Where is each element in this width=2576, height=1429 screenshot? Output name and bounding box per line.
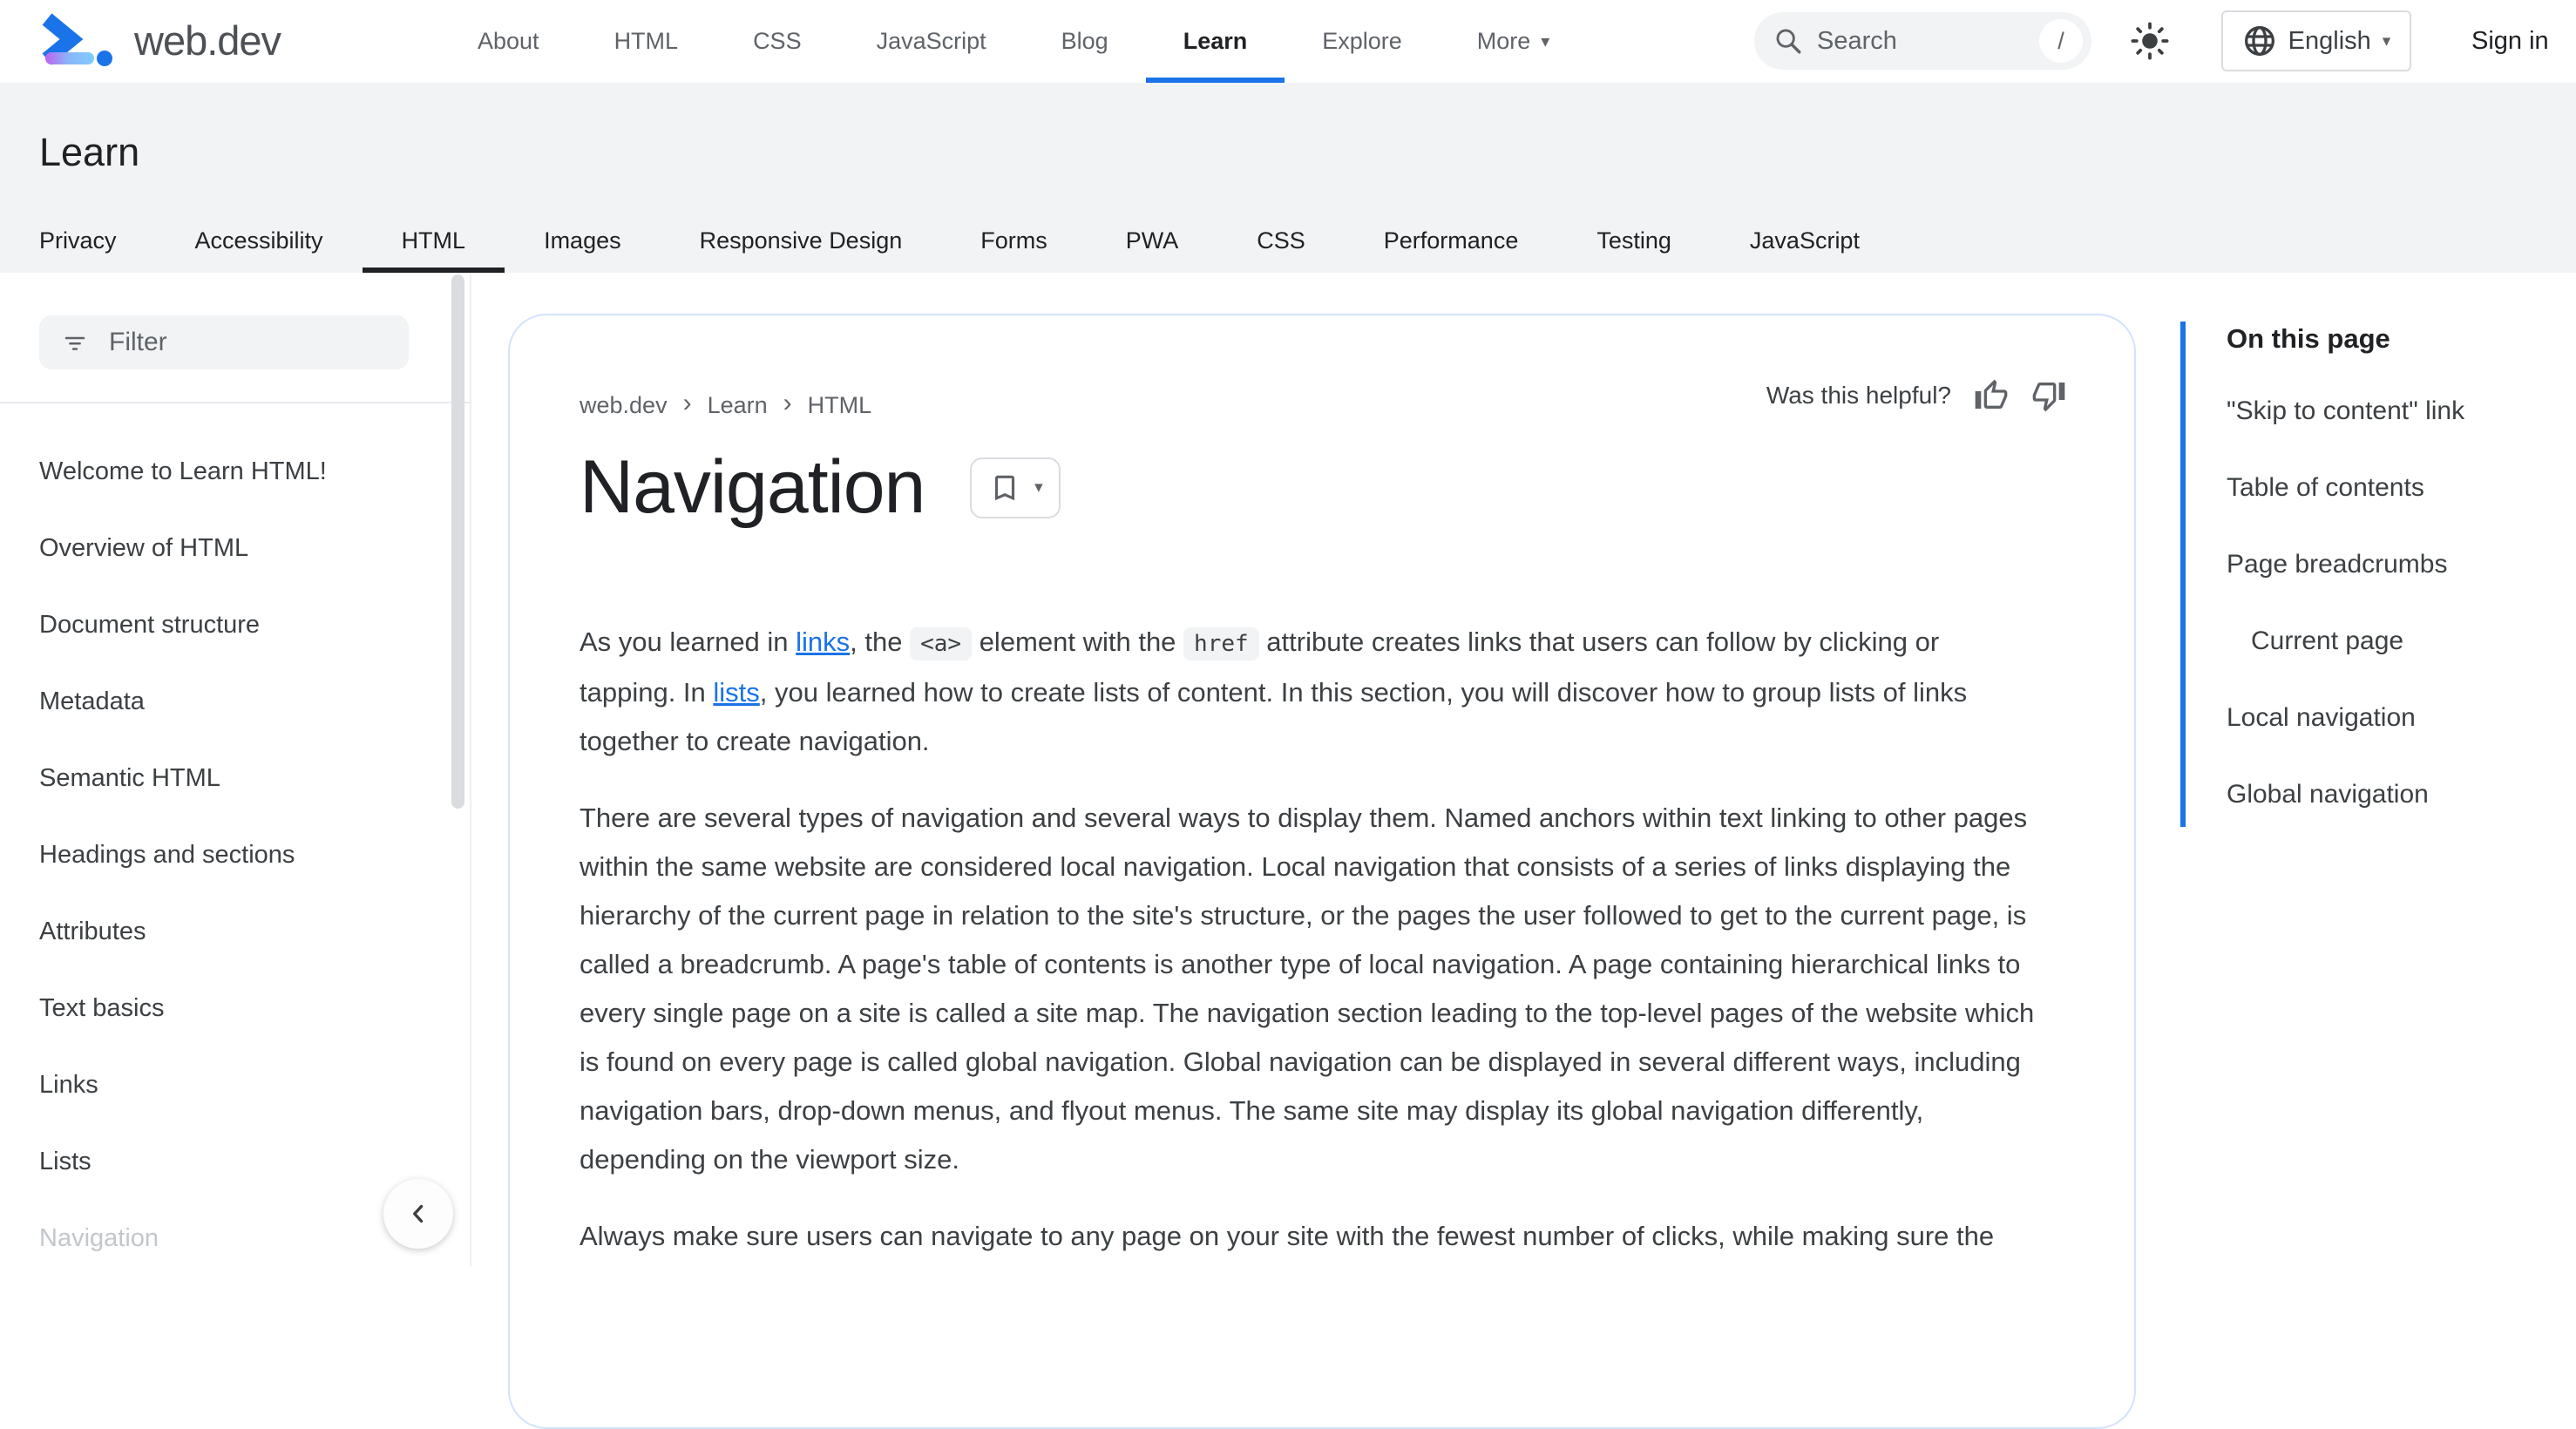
search-placeholder: Search bbox=[1817, 26, 1897, 55]
sidebar-item-semantic-html[interactable]: Semantic HTML bbox=[39, 764, 220, 792]
section-title: Learn bbox=[39, 130, 140, 174]
sidebar-item-document-structure[interactable]: Document structure bbox=[39, 611, 261, 639]
sidebar-collapse-button[interactable] bbox=[383, 1179, 453, 1249]
globe-icon bbox=[2242, 24, 2277, 58]
toc-heading: On this page bbox=[2227, 323, 2390, 354]
sidebar-item-overview[interactable]: Overview of HTML bbox=[39, 534, 249, 562]
text-run: attribute creates links that users can follow by clicking or tapping. In bbox=[580, 626, 1940, 708]
tab-performance[interactable]: Performance bbox=[1383, 227, 1519, 254]
thumbs-down-button[interactable] bbox=[2031, 378, 2066, 413]
sidebar-edge-divider bbox=[470, 273, 471, 1266]
brand-name: web.dev bbox=[134, 17, 281, 64]
chevron-down-icon: ▾ bbox=[2382, 31, 2391, 51]
toc-item-local-navigation[interactable]: Local navigation bbox=[2227, 703, 2416, 732]
chevron-right-icon: › bbox=[783, 389, 792, 417]
toc-item-skip-to-content[interactable]: "Skip to content" link bbox=[2227, 396, 2465, 425]
webdev-logo[interactable] bbox=[37, 12, 281, 68]
code-a-element: <a> bbox=[910, 627, 972, 660]
sidebar-item-welcome[interactable]: Welcome to Learn HTML! bbox=[39, 457, 327, 485]
links-link[interactable]: links bbox=[796, 626, 851, 657]
feedback-label: Was this helpful? bbox=[1766, 382, 1951, 409]
sidebar-item-text-basics[interactable]: Text basics bbox=[39, 994, 165, 1022]
tab-css[interactable]: CSS bbox=[1257, 227, 1305, 254]
search-input[interactable] bbox=[1754, 12, 2091, 70]
tab-responsive-design[interactable]: Responsive Design bbox=[699, 227, 903, 254]
nav-item-more-label: More bbox=[1476, 28, 1531, 54]
tab-pwa[interactable]: PWA bbox=[1125, 227, 1179, 254]
thumbs-up-icon bbox=[1974, 378, 2009, 413]
sidebar-item-headings-sections[interactable]: Headings and sections bbox=[39, 841, 295, 869]
tab-javascript[interactable]: JavaScript bbox=[1749, 227, 1860, 254]
theme-toggle-button[interactable] bbox=[2125, 16, 2175, 66]
article-card bbox=[508, 314, 2136, 1429]
chevron-left-icon bbox=[403, 1199, 433, 1229]
learn-header bbox=[0, 83, 2576, 273]
thumbs-up-button[interactable] bbox=[1974, 378, 2009, 413]
toc-item-page-breadcrumbs[interactable]: Page breadcrumbs bbox=[2227, 550, 2448, 579]
breadcrumb-webdev[interactable]: web.dev bbox=[580, 391, 668, 418]
sidebar-item-metadata[interactable]: Metadata bbox=[39, 687, 145, 715]
text-run: , you learned how to create lists of content. In this section, you will discover how to group lists of links together to create navigation. bbox=[580, 677, 1968, 756]
nav-item-blog[interactable]: Blog bbox=[1061, 28, 1108, 54]
tab-html[interactable]: HTML bbox=[363, 208, 505, 273]
feedback-widget bbox=[1766, 378, 2066, 413]
breadcrumb-learn[interactable]: Learn bbox=[707, 391, 768, 418]
tab-testing[interactable]: Testing bbox=[1596, 227, 1671, 254]
content-area bbox=[0, 273, 2576, 1266]
page-title: Navigation bbox=[580, 445, 925, 529]
filter-placeholder: Filter bbox=[109, 328, 167, 356]
nav-item-css[interactable]: CSS bbox=[753, 28, 802, 54]
sidebar-divider bbox=[0, 402, 471, 403]
lists-link[interactable]: lists bbox=[713, 677, 760, 708]
sun-icon bbox=[2129, 20, 2171, 62]
sidebar-item-attributes[interactable]: Attributes bbox=[39, 918, 146, 945]
code-href-attribute: href bbox=[1183, 627, 1259, 660]
sidebar-item-navigation[interactable]: Navigation bbox=[39, 1224, 159, 1252]
course-tabs bbox=[0, 208, 1899, 273]
text-run: , the bbox=[850, 626, 911, 657]
sign-in-button[interactable]: Sign in bbox=[2471, 27, 2549, 55]
tab-accessibility[interactable]: Accessibility bbox=[194, 227, 323, 254]
thumbs-down-icon bbox=[2031, 378, 2066, 413]
top-navigation-bar bbox=[0, 0, 2576, 83]
nav-item-javascript[interactable]: JavaScript bbox=[876, 28, 986, 54]
nav-item-about[interactable]: About bbox=[478, 28, 539, 54]
title-row bbox=[580, 444, 1061, 531]
search-icon bbox=[1773, 26, 1803, 56]
filter-input[interactable] bbox=[39, 315, 409, 369]
chevron-down-icon: ▾ bbox=[1541, 32, 1550, 51]
nav-item-more[interactable] bbox=[1440, 0, 1588, 83]
paragraph-3: Always make sure users can navigate to any page on your site with the fewest number of clicks, while making sure the bbox=[580, 1221, 1995, 1251]
language-label: English bbox=[2288, 26, 2371, 55]
tab-forms[interactable]: Forms bbox=[980, 227, 1047, 254]
webdev-logo-icon bbox=[37, 12, 117, 68]
chevron-right-icon: › bbox=[682, 389, 692, 417]
paragraph-1 bbox=[580, 618, 2042, 766]
primary-nav bbox=[440, 0, 1587, 83]
sidebar-item-lists[interactable]: Lists bbox=[39, 1148, 92, 1175]
bookmark-button[interactable] bbox=[970, 457, 1061, 518]
breadcrumb bbox=[580, 390, 871, 420]
filter-icon bbox=[62, 329, 88, 356]
search-shortcut-badge: / bbox=[2039, 19, 2083, 63]
toc-item-current-page[interactable]: Current page bbox=[2251, 626, 2404, 655]
nav-item-explore[interactable]: Explore bbox=[1322, 28, 1402, 54]
text-run: element with the bbox=[972, 626, 1184, 657]
article-body bbox=[580, 618, 2042, 1261]
toc-item-table-of-contents[interactable]: Table of contents bbox=[2227, 473, 2424, 502]
breadcrumb-html[interactable]: HTML bbox=[807, 391, 872, 418]
sidebar-item-links[interactable]: Links bbox=[39, 1071, 98, 1099]
on-this-page-panel bbox=[2180, 322, 2576, 827]
nav-item-learn[interactable]: Learn bbox=[1146, 0, 1285, 83]
tab-privacy[interactable]: Privacy bbox=[39, 227, 117, 254]
nav-item-html[interactable]: HTML bbox=[613, 28, 679, 54]
bookmark-icon bbox=[988, 471, 1021, 505]
paragraph-2: There are several types of navigation and several ways to display them. Named anchors within text linking to other pages within the same website are considered local navigation. Local navigation that consists of a series of links displaying the hierarchy of the current page in relation to the site's structure, or the pages the user followed to get to the current page, is called a breadcrumb. A page's table of contents is another type of local navigation. A page containing hierarchical links to every single page on a site is called a site map. The navigation section leading to the top-level pages of the website which is found on every page is called global navigation. Global navigation can be displayed in several different ways, including navigation bars, drop-down menus, and flyout menus. The same site may display its global navigation differently, depending on the viewport size. bbox=[580, 803, 2035, 1175]
chevron-down-icon: ▾ bbox=[1034, 478, 1043, 497]
toc-item-global-navigation[interactable]: Global navigation bbox=[2227, 780, 2429, 809]
sidebar-scrollbar[interactable] bbox=[451, 274, 464, 809]
tab-images[interactable]: Images bbox=[544, 227, 621, 254]
text-run: As you learned in bbox=[580, 626, 797, 657]
language-selector[interactable] bbox=[2221, 10, 2411, 71]
